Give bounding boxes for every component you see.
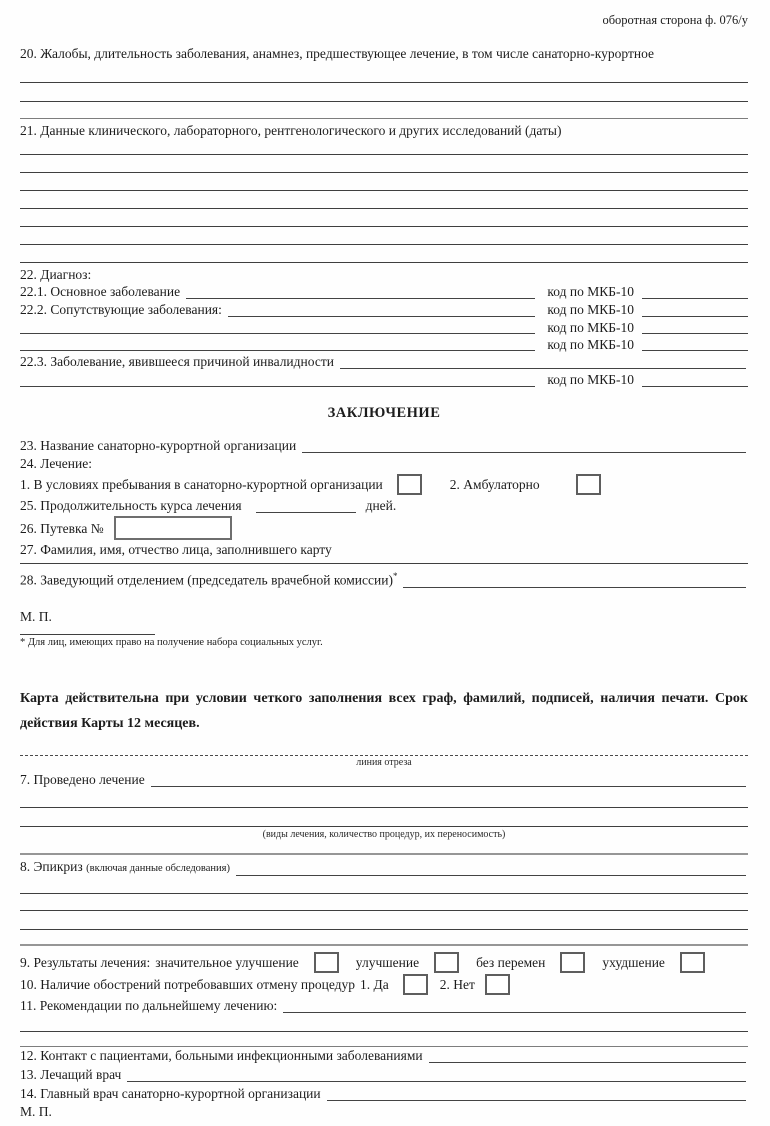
item24-opt1-label: 1. В условиях пребывания в санаторно-курортной организации [20, 477, 383, 492]
footnote-separator [20, 634, 155, 635]
organization-name-field[interactable] [302, 452, 746, 453]
icd-code-label: код по МКБ-10 [547, 372, 634, 387]
blank-line[interactable] [20, 191, 748, 209]
item22-label: 22. Диагноз: [20, 267, 92, 282]
item9-opt2-label: улучшение [355, 955, 420, 970]
blank-line[interactable] [20, 102, 748, 119]
icd-code-label: код по МКБ-10 [547, 320, 634, 335]
item24-label: 24. Лечение: [20, 456, 92, 471]
checkbox-outpatient[interactable] [576, 474, 601, 495]
concomitant-disease-field[interactable] [228, 316, 536, 317]
checkbox-inpatient[interactable] [397, 474, 422, 495]
icd-code-field[interactable] [642, 316, 748, 317]
concomitant-disease-field[interactable] [20, 350, 535, 351]
course-duration-field[interactable] [256, 512, 356, 513]
concomitant-disease-field[interactable] [20, 333, 535, 334]
main-disease-field[interactable] [186, 298, 535, 299]
checkbox-deterioration[interactable] [680, 952, 705, 973]
blank-line[interactable] [20, 139, 748, 155]
cut-line-label: линия отреза [356, 756, 412, 768]
item28-label: 28. Заведующий отделением (председатель врачебной комиссии)* [20, 571, 398, 588]
validity-note: Карта действительна при условии четкого заполнения всех граф, фамилий, подписей, наличия печати. Срок действия Карты 12 месяцев. [20, 690, 748, 731]
item24-opt2-label: 2. Амбулаторно [449, 477, 540, 492]
conclusion-title: ЗАКЛЮЧЕНИЕ [327, 405, 441, 421]
blank-line[interactable] [20, 83, 748, 102]
disability-disease-field[interactable] [340, 368, 746, 369]
stamp-place-label: М. П. [20, 608, 52, 624]
treatment-field[interactable] [151, 786, 746, 787]
item9-opt3-label: без перемен [476, 955, 546, 970]
item23-label: 23. Название санаторно-курортной организации [20, 438, 297, 453]
blank-line[interactable] [20, 894, 748, 911]
checkbox-yes[interactable] [403, 974, 428, 995]
blank-line[interactable] [20, 1015, 748, 1032]
footnote-mark: * [392, 571, 398, 581]
filler-name-field[interactable] [20, 558, 748, 564]
item10-label: 10. Наличие обострений потребовавших отмену процедур [20, 977, 356, 992]
blank-line[interactable] [20, 245, 748, 263]
voucher-number-box[interactable] [114, 516, 232, 540]
footnote-text: * Для лиц, имеющих право на получение набора социальных услуг. [20, 636, 323, 648]
blank-line[interactable] [20, 878, 748, 894]
item9-opt1-label: значительное улучшение [155, 955, 299, 970]
item10-no-label: 2. Нет [439, 977, 475, 992]
blank-line[interactable] [20, 62, 748, 83]
blank-line[interactable] [20, 1032, 748, 1047]
item25-suffix: дней. [365, 498, 397, 513]
item13-label: 13. Лечащий врач [20, 1066, 122, 1082]
item12-label: 12. Контакт с пациентами, больными инфекционными заболеваниями [20, 1047, 423, 1063]
icd-code-field[interactable] [642, 298, 748, 299]
checkbox-no[interactable] [485, 974, 510, 995]
item20-label: 20. Жалобы, длительность заболевания, анамнез, предшествующее лечение, в том числе санаторно-курортное [20, 46, 655, 61]
section-divider [20, 944, 748, 946]
blank-line[interactable] [20, 227, 748, 245]
icd-code-label: код по МКБ-10 [547, 302, 634, 317]
item9-opt4-label: ухудшение [602, 955, 665, 970]
item7-label: 7. Проведено лечение [20, 771, 145, 787]
form-side-note: оборотная сторона ф. 076/у [602, 13, 748, 27]
icd-code-field[interactable] [642, 386, 748, 387]
icd-code-field[interactable] [642, 333, 748, 334]
blank-line[interactable] [20, 911, 748, 930]
checkbox-no-change[interactable] [560, 952, 585, 973]
blank-line[interactable] [20, 808, 748, 827]
blank-line[interactable] [20, 789, 748, 808]
item8-label: 8. Эпикриз (включая данные обследования) [20, 858, 230, 874]
disability-disease-field[interactable] [20, 386, 535, 387]
infection-contact-field[interactable] [429, 1062, 746, 1063]
attending-doctor-field[interactable] [127, 1081, 746, 1082]
epicrisis-field[interactable] [236, 875, 746, 876]
item14-label: 14. Главный врач санаторно-курортной организации [20, 1085, 321, 1101]
item25-label: 25. Продолжительность курса лечения [20, 498, 242, 513]
item22-2-label: 22.2. Сопутствующие заболевания: [20, 302, 222, 317]
section-divider [20, 853, 748, 855]
recommendations-field[interactable] [283, 1012, 746, 1013]
item26-label: 26. Путевка № [20, 520, 104, 536]
checkbox-improvement[interactable] [434, 952, 459, 973]
item27-label: 27. Фамилия, имя, отчество лица, заполнившего карту [20, 542, 332, 557]
blank-line[interactable] [20, 155, 748, 173]
item22-3-label: 22.3. Заболевание, явившееся причиной инвалидности [20, 354, 334, 369]
icd-code-field[interactable] [642, 350, 748, 351]
checkbox-significant-improvement[interactable] [314, 952, 339, 973]
department-head-field[interactable] [403, 587, 746, 588]
item11-label: 11. Рекомендации по дальнейшему лечению: [20, 997, 278, 1013]
item21-label: 21. Данные клинического, лабораторного, рентгенологического и других исследований (даты) [20, 123, 562, 138]
item7-caption: (виды лечения, количество процедур, их переносимость) [262, 828, 506, 840]
item22-1-label: 22.1. Основное заболевание [20, 284, 181, 299]
item9-label: 9. Результаты лечения: [20, 955, 151, 970]
blank-line[interactable] [20, 173, 748, 191]
icd-code-label: код по МКБ-10 [547, 284, 634, 299]
item10-yes-label: 1. Да [360, 977, 389, 992]
icd-code-label: код по МКБ-10 [547, 337, 634, 352]
chief-doctor-field[interactable] [327, 1100, 746, 1101]
item8-note: (включая данные обследования) [86, 862, 230, 874]
stamp-place-label: М. П. [20, 1103, 52, 1119]
blank-line[interactable] [20, 209, 748, 227]
